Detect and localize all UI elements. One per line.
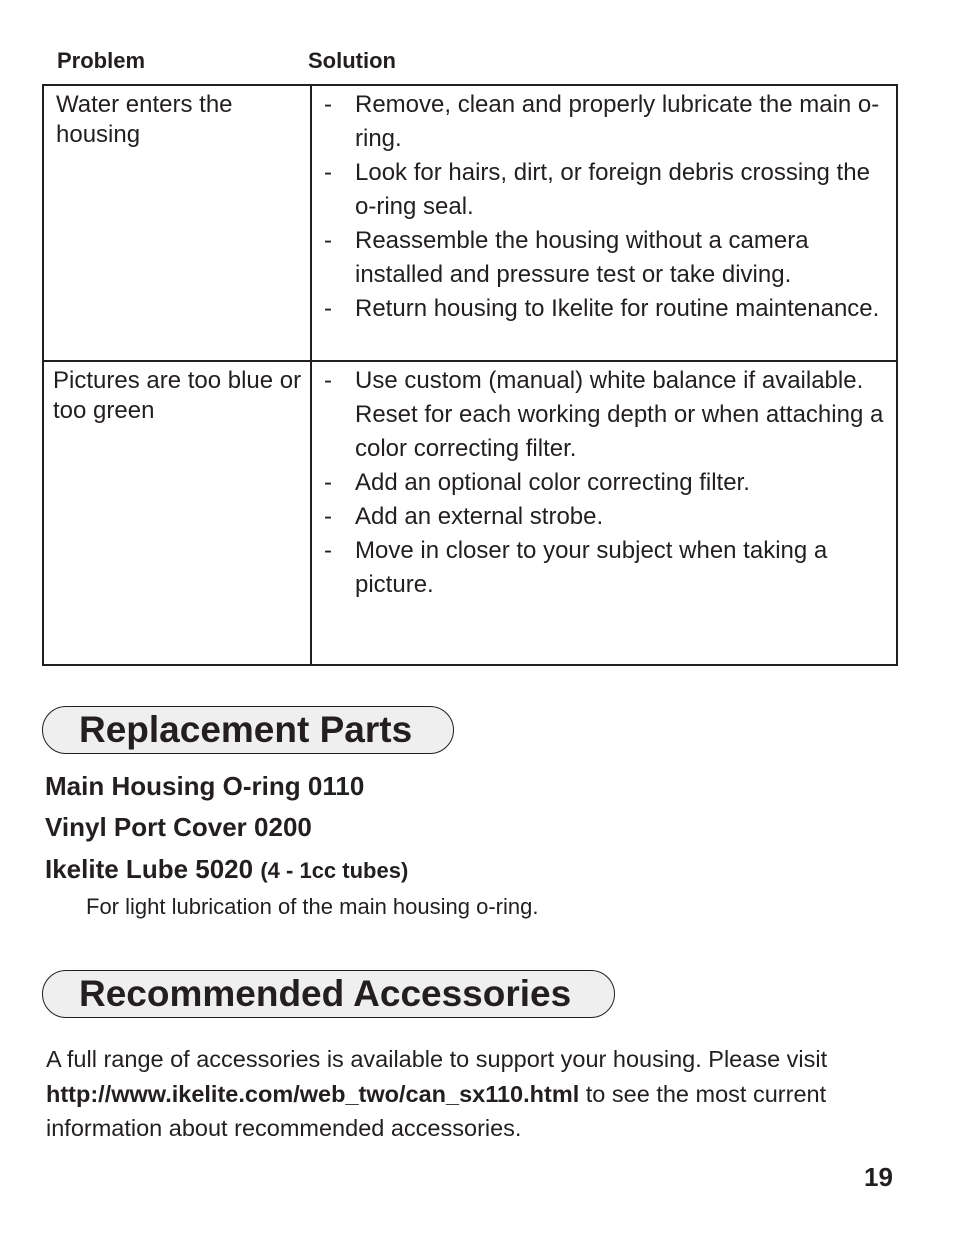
- solution-item: - Use custom (manual) white balance if available. Reset for each working depth or when attaching a color correcting filter.: [322, 364, 892, 466]
- solution-list: [322, 364, 892, 602]
- accessories-paragraph: [46, 1042, 896, 1146]
- accessories-text-after: to see the most current information about recommended accessories.: [46, 1080, 827, 1141]
- problem-column-header: Problem: [57, 48, 146, 73]
- part-detail: (4 - 1cc tubes): [260, 858, 409, 883]
- solution-item: - Move in closer to your subject when taking a picture.: [322, 534, 892, 602]
- solution-list: [322, 88, 892, 326]
- troubleshooting-table: [42, 84, 898, 666]
- accessories-text-before: A full range of accessories is available to support your housing. Please visit: [46, 1046, 828, 1072]
- solution-column-header: Solution: [308, 48, 396, 73]
- recommended-accessories-title: Recommended Accessories: [79, 973, 572, 1014]
- part-name: Vinyl Port Cover 0200: [45, 812, 312, 842]
- problem-cell: Pictures are too blue or too green: [43, 361, 311, 665]
- solution-cell: [311, 361, 897, 665]
- part-item: [45, 854, 408, 885]
- part-name: Ikelite Lube 5020: [45, 854, 254, 884]
- replacement-parts-heading: [42, 706, 454, 754]
- solution-item: - Add an optional color correcting filter.: [322, 466, 892, 500]
- part-item: [45, 771, 364, 802]
- solution-item: - Reassemble the housing without a camera installed and pressure test or take diving.: [322, 224, 892, 292]
- solution-item: - Look for hairs, dirt, or foreign debris crossing the o-ring seal.: [322, 156, 892, 224]
- part-item: [45, 812, 312, 843]
- solution-item: - Add an external strobe.: [322, 500, 892, 534]
- part-name: Main Housing O-ring 0110: [45, 771, 365, 801]
- accessories-url-link[interactable]: http://www.ikelite.com/web_two/can_sx110.html: [46, 1080, 580, 1107]
- replacement-parts-title: Replacement Parts: [79, 709, 413, 750]
- page-number: 19: [864, 1162, 893, 1192]
- solution-cell: [311, 85, 897, 361]
- table-row: [43, 85, 897, 361]
- solution-item: - Return housing to Ikelite for routine maintenance.: [322, 292, 892, 326]
- recommended-accessories-heading: [42, 970, 615, 1018]
- problem-cell: Water enters the housing: [43, 85, 311, 361]
- solution-item: - Remove, clean and properly lubricate the main o-ring.: [322, 88, 892, 156]
- part-note: For light lubrication of the main housing o-ring.: [86, 894, 539, 919]
- table-row: [43, 361, 897, 665]
